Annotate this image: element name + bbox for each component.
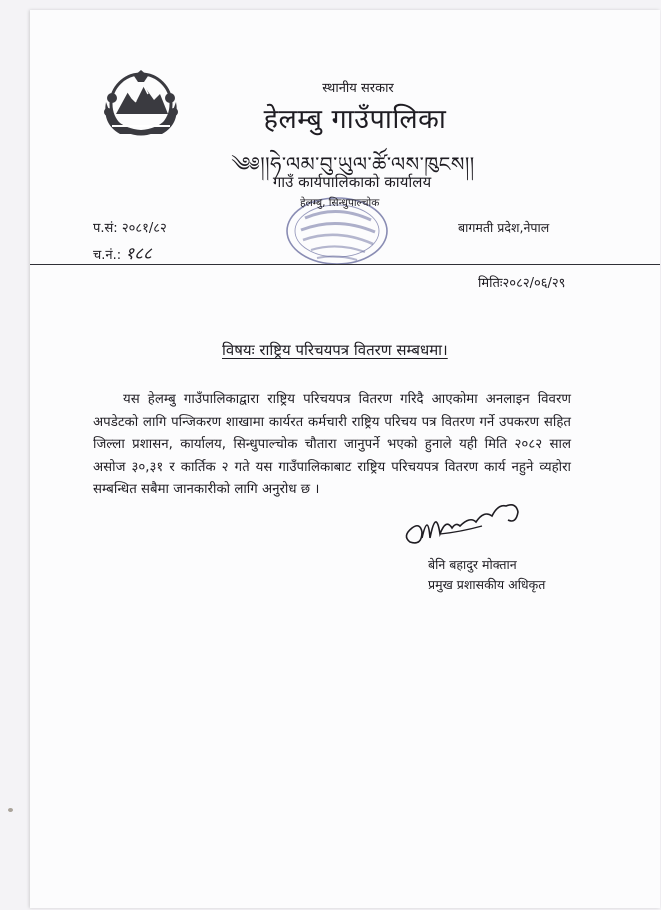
reference-value: २०८१/८२ [121, 221, 167, 236]
handwritten-signature-icon [400, 488, 525, 550]
municipality-name: हेलम्बु गाउँपालिका [263, 104, 447, 135]
letter-date: मितिः२०८२/०६/२९ [478, 276, 566, 291]
letter-subject: विषयः राष्ट्रिय परिचयपत्र वितरण सम्बधमा। [222, 341, 448, 359]
reference-number [93, 218, 167, 236]
dispatch-value: १८८ [125, 244, 152, 264]
nepal-emblem-icon [98, 62, 184, 142]
local-government-label: स्थानीय सरकार [322, 81, 394, 96]
province-address: बागमती प्रदेश,नेपाल [458, 220, 550, 235]
letter-body: यस हेलम्बु गाउँपालिकाद्वारा राष्ट्रिय परिचयपत्र वितरण गरिदै आएकोमा अनलाइन विवरण अपडेटको लागि पन्जिकरण शाखामा कार्यरत कर्मचारी राष्ट्रिय परिचय पत्र वितरण गर्ने उपकरण सहित जिल्ला प्रशासन, कार्यालय, सिन्धुपाल्चोक चौतारा जानुपर्ने भएको हुनाले यही मिति २०८२ साल असोज ३०,३१ र कार्तिक २ गते यस गाउँपालिकाबाट राष्ट्रिय परिचयपत्र वितरण कार्य नहुने व्यहोरा सम्बन्धित सबैमा जानकारीको लागि अनुरोध छ । [93, 392, 571, 497]
office-name: गाउँ कार्यपालिकाको कार्यालय [272, 173, 432, 191]
municipality-name-tibetan: ༄༅།།ཧེ་ལམ་བུ་ཡུལ་ཚོ་ལས་ཁུངས།། [231, 152, 475, 176]
dispatch-label: च.नं.: [93, 248, 122, 263]
signatory-designation: प्रमुख प्रशासकीय अधिकृत [428, 577, 546, 592]
header-divider [30, 264, 660, 265]
dispatch-number [93, 241, 152, 264]
office-address: हेलम्बु, सिन्धुपाल्चोक [300, 197, 380, 209]
scan-speck [8, 808, 13, 812]
signatory-name: बेनि बहादुर मोक्तान [428, 557, 517, 572]
reference-label: प.सं: [93, 221, 118, 236]
